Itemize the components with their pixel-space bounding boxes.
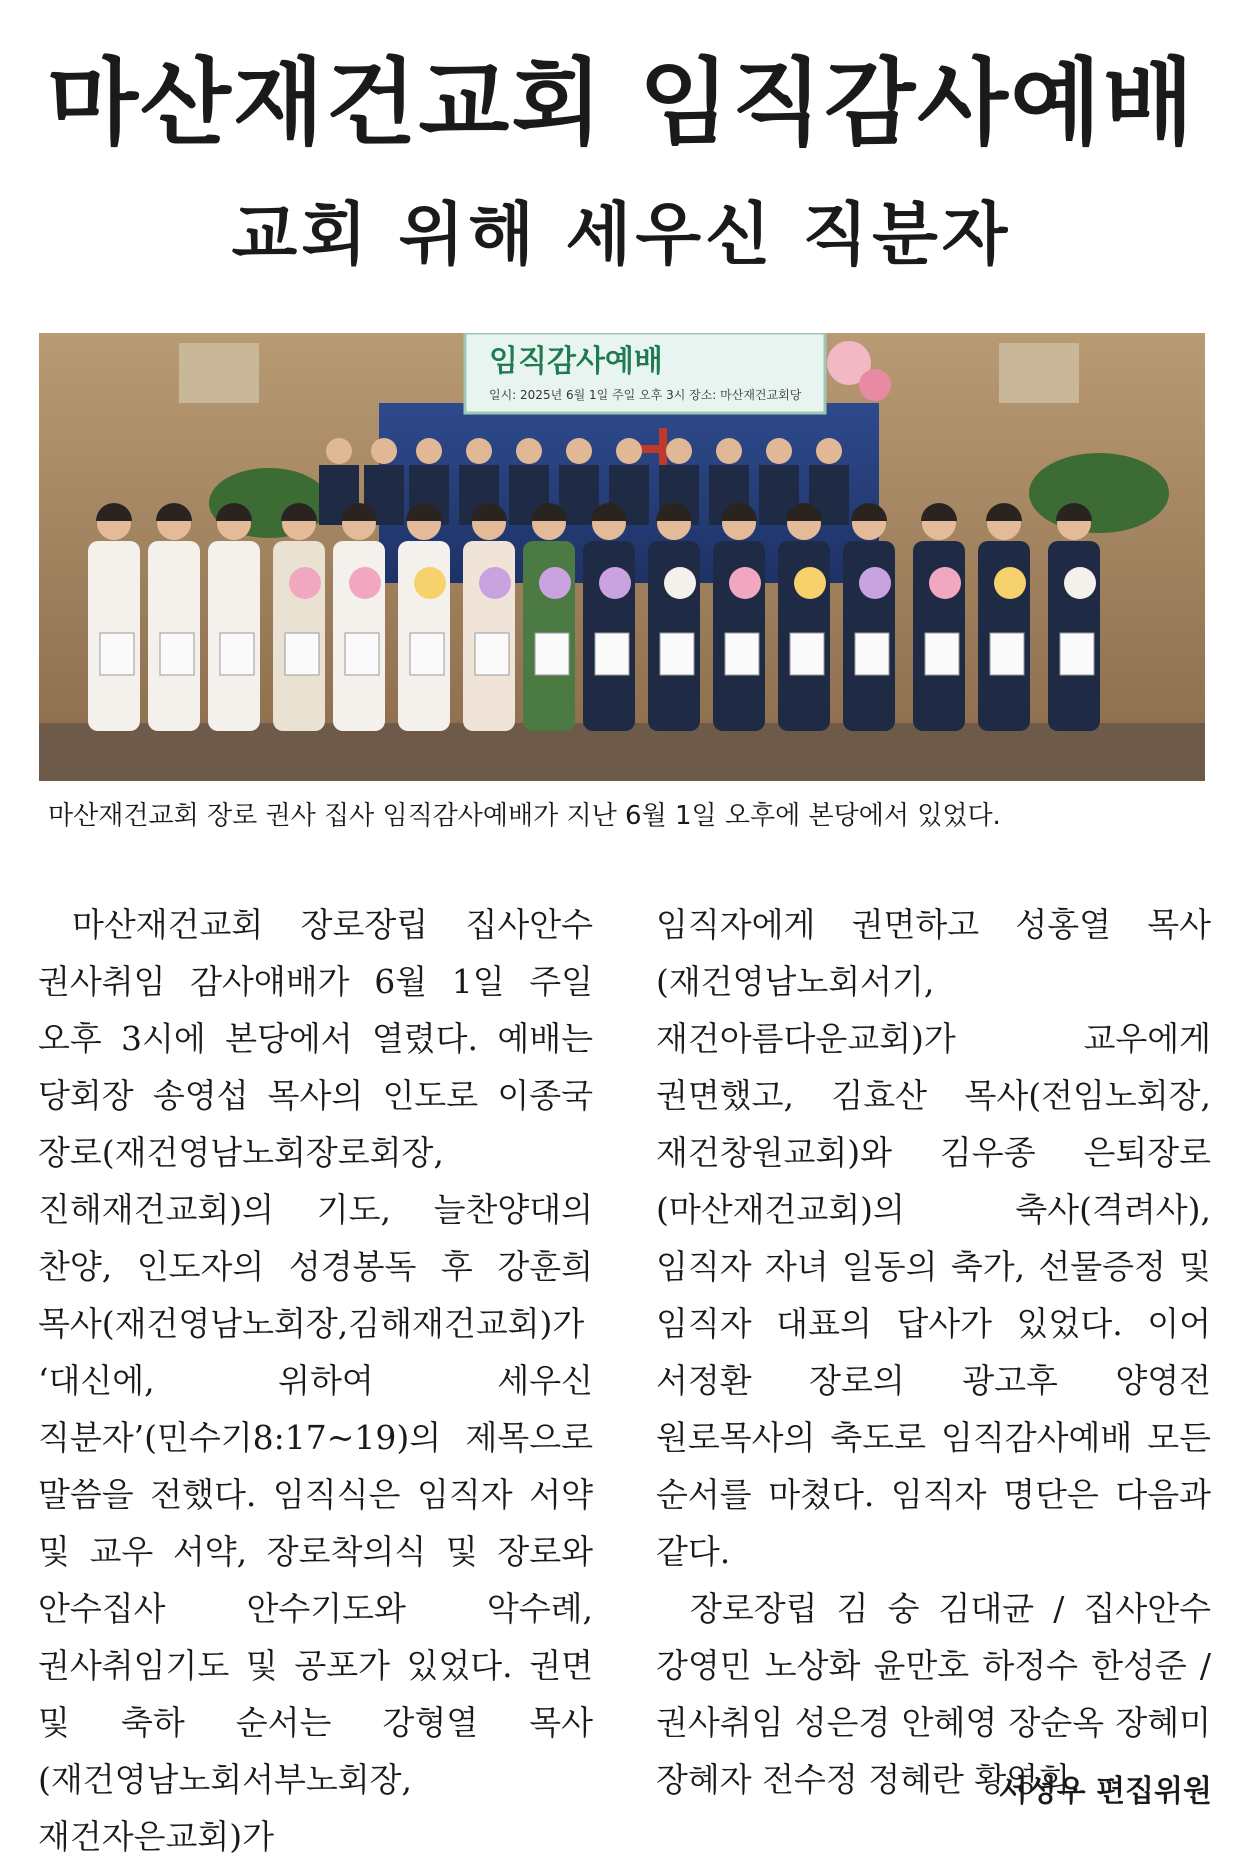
article-column-right — [656, 896, 1211, 1808]
headline: 마산재건교회 임직감사예배 — [47, 48, 1196, 158]
article-paragraph: 마산재건교회 장로장립 집사안수 권사취임 감사얘배가 6월 1일 주일 오후 3시에 본당에서 열렸다. 예배는 당회장 송영섭 목사의 인도로 이종국 장로(재건영남노회장로회장, 진해재건교회)의 기도, 늘찬양대의 찬양, 인도자의 성경봉독 후 강훈희 목사(재건영남노회장,김해재건교회)가 ‘대신에, 위하여 세우신 직분자’(민수기8:17~19)의 제목으로 말씀을 전했다. 임직식은 임직자 서약 및 교우 서약, 장로착의식 및 장로와 안수집사 안수기도와 악수례, 권사취임기도 및 공포가 있었다. 권면 및 축하 순서는 강형열 목사(재건영남노회서부노회장,재건자은교회)가 — [38, 905, 593, 1856]
banner-info: 일시: 2025년 6월 1일 주일 오후 3시 장소: 마산재건교회당 — [489, 388, 802, 402]
article-paragraph: 장로장립 김 숭 김대균 / 집사안수 강영민 노상화 윤만호 하정수 한성준 / 권사취임 성은경 안혜영 장순옥 장혜미 장혜자 전수정 정혜란 황영희. — [656, 1589, 1211, 1799]
photo-caption: 마산재건교회 장로 권사 집사 임직감사예배가 지난 6월 1일 오후에 본당에서 있었다. — [48, 801, 1001, 831]
byline: 서성우 편집위원 — [998, 1774, 1212, 1809]
article-column-left — [38, 896, 593, 1865]
news-photo — [39, 333, 1205, 781]
banner-title: 임직감사예배 — [489, 344, 663, 379]
article-paragraph: 임직자에게 권면하고 성홍열 목사(재건영남노회서기, 재건아름다운교회)가 교우에게 권면했고, 김효산 목사(전임노회장,재건창원교회)와 김우종 은퇴장로(마산재건교회)의 축사(격려사), 임직자 자녀 일동의 축가, 선물증정 및 임직자 대표의 답사가 있었다. 이어 서정환 장로의 광고후 양영전 원로목사의 축도로 임직감사예배 모든 순서를 마쳤다. 임직자 명단은 다음과 같다. — [656, 905, 1211, 1571]
subheadline: 교회 위해 세우신 직분자 — [231, 195, 1012, 275]
